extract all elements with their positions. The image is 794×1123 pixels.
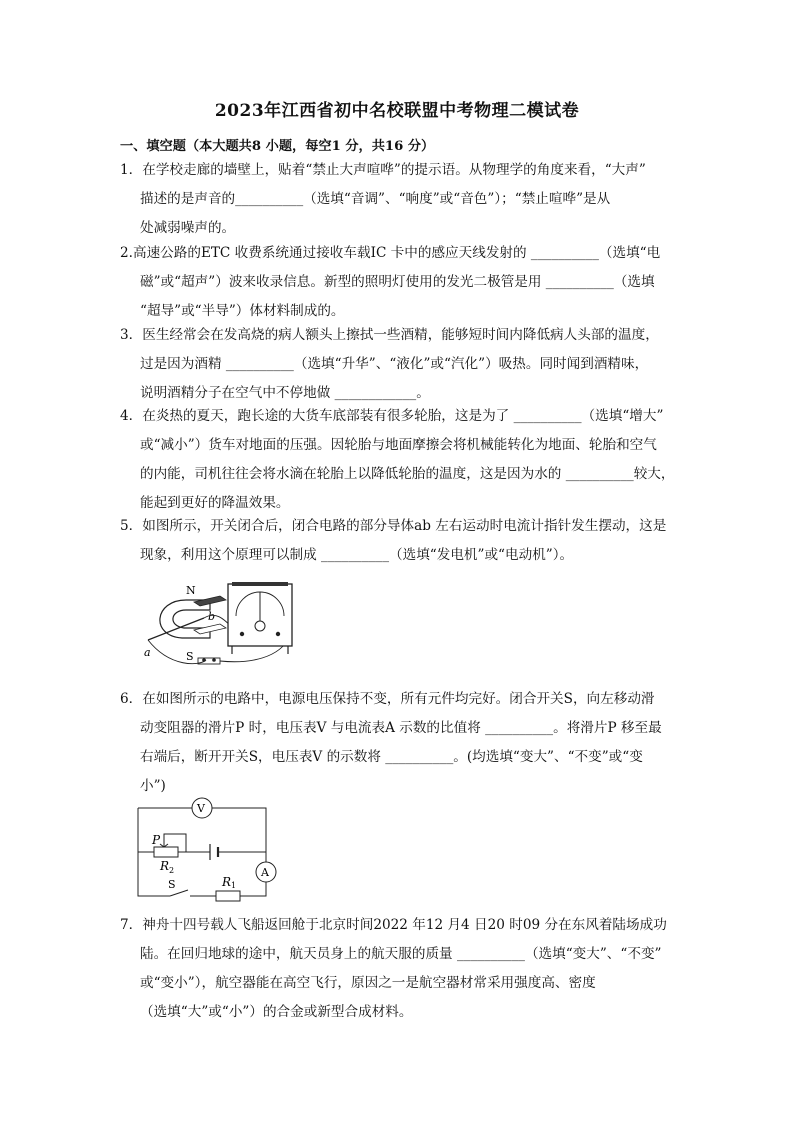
question-6 — [120, 685, 680, 801]
question-line: 7．神舟十四号载人飞船返回舱于北京时间2022 年12 月4 日20 时09 分在东风着陆场成功 — [120, 917, 667, 933]
label-r2: R — [160, 859, 170, 873]
question-line: 的内能，司机往往会将水滴在轮胎上以降低轮胎的温度，这是因为水的 __________较大， — [140, 466, 675, 482]
question-4 — [120, 402, 680, 518]
question-line: 处减弱噪声的。 — [140, 220, 236, 236]
label-n: N — [186, 584, 196, 597]
galvanometer-pivot — [255, 621, 265, 631]
question-line: 或“减小”）货车对地面的压强。因轮胎与地面摩擦会将机械能转化为地面、轮胎和空气 — [140, 437, 657, 453]
resistor-r1 — [216, 891, 240, 901]
label-r1: R — [222, 875, 232, 889]
question-line: （选填“大”或“小”）的合金或新型合成材料。 — [140, 1004, 413, 1020]
question-line: 4．在炎热的夏天，跑长途的大货车底部装有很多轮胎，这是为了 __________（选填“增大” — [120, 408, 664, 424]
question-line: 或“变小”），航空器能在高空飞行，原因之一是航空器材常采用强度高、密度 — [140, 975, 596, 991]
question-2 — [120, 239, 680, 326]
rheostat-r2 — [154, 847, 178, 857]
circuit-figure — [130, 796, 280, 904]
question-line: 1．在学校走廊的墙壁上，贴着“禁止大声喧哗”的提示语。从物理学的角度来看，“大声” — [120, 162, 646, 178]
question-line: 陆。在回归地球的途中，航天员身上的航天服的质量 __________（选填“变大”、“不变” — [140, 946, 662, 962]
label-a: A — [261, 866, 269, 879]
question-7 — [120, 911, 680, 1027]
question-line: 描述的是声音的__________（选填“音调”、“响度”或“音色”）；“禁止喧哗”是从 — [140, 191, 611, 207]
question-line: “超导”或“半导”）体材料制成的。 — [140, 303, 345, 319]
induction-figure — [140, 578, 310, 670]
question-line: 动变阻器的滑片P 时，电压表V 与电流表A 示数的比值将 __________。将滑片P 移至最 — [140, 720, 662, 736]
question-line: 右端后，断开开关S，电压表V 的示数将 __________。(均选填“变大”、“不变”或“变 — [140, 749, 643, 765]
label-p: P — [152, 833, 161, 847]
question-5 — [120, 512, 680, 570]
galvanometer-top — [232, 582, 288, 586]
label-r1-sub: 1 — [231, 881, 237, 890]
question-line: 现象，利用这个原理可以制成 __________（选填“发电机”或“电动机”）。 — [140, 547, 574, 563]
question-line: 2.高速公路的ETC 收费系统通过接收车载IC 卡中的感应天线发射的 __________（选填“电 — [120, 245, 661, 261]
question-line: 小”) — [140, 778, 166, 794]
question-1 — [120, 156, 680, 243]
label-s: S — [168, 878, 176, 891]
label-v: V — [197, 802, 205, 815]
question-line: 6．在如图所示的电路中，电源电压保持不变，所有元件均完好。闭合开关S，向左移动滑 — [120, 691, 655, 707]
question-line: 过是因为酒精 __________（选填“升华”、“液化”或“汽化”）吸热。同时闻到酒精味， — [140, 356, 649, 372]
section-heading: 一、填空题（本大题共8 小题，每空1 分，共16 分） — [120, 139, 435, 154]
wire — [148, 640, 206, 664]
label-r2-sub: 2 — [169, 866, 175, 875]
question-line: 5．如图所示，开关闭合后，闭合电路的部分导体ab 左右运动时电流计指针发生摆动，这是 — [120, 518, 667, 534]
question-line: 磁”或“超声”）波来收录信息。新型的照明灯使用的发光二极管是用 __________（选填 — [140, 274, 655, 290]
question-3 — [120, 321, 680, 408]
question-line: 能起到更好的降温效果。 — [140, 495, 290, 511]
question-line: 说明酒精分子在空气中不停地做 ____________。 — [140, 385, 430, 401]
label-b: b — [208, 610, 216, 623]
label-s: S — [186, 650, 194, 663]
switch — [198, 658, 220, 664]
exam-title: 2023年江西省初中名校联盟中考物理二模试卷 — [214, 101, 580, 121]
label-a: a — [144, 646, 151, 659]
question-line: 3．医生经常会在发高烧的病人额头上擦拭一些酒精，能够短时间内降低病人头部的温度， — [120, 327, 659, 343]
